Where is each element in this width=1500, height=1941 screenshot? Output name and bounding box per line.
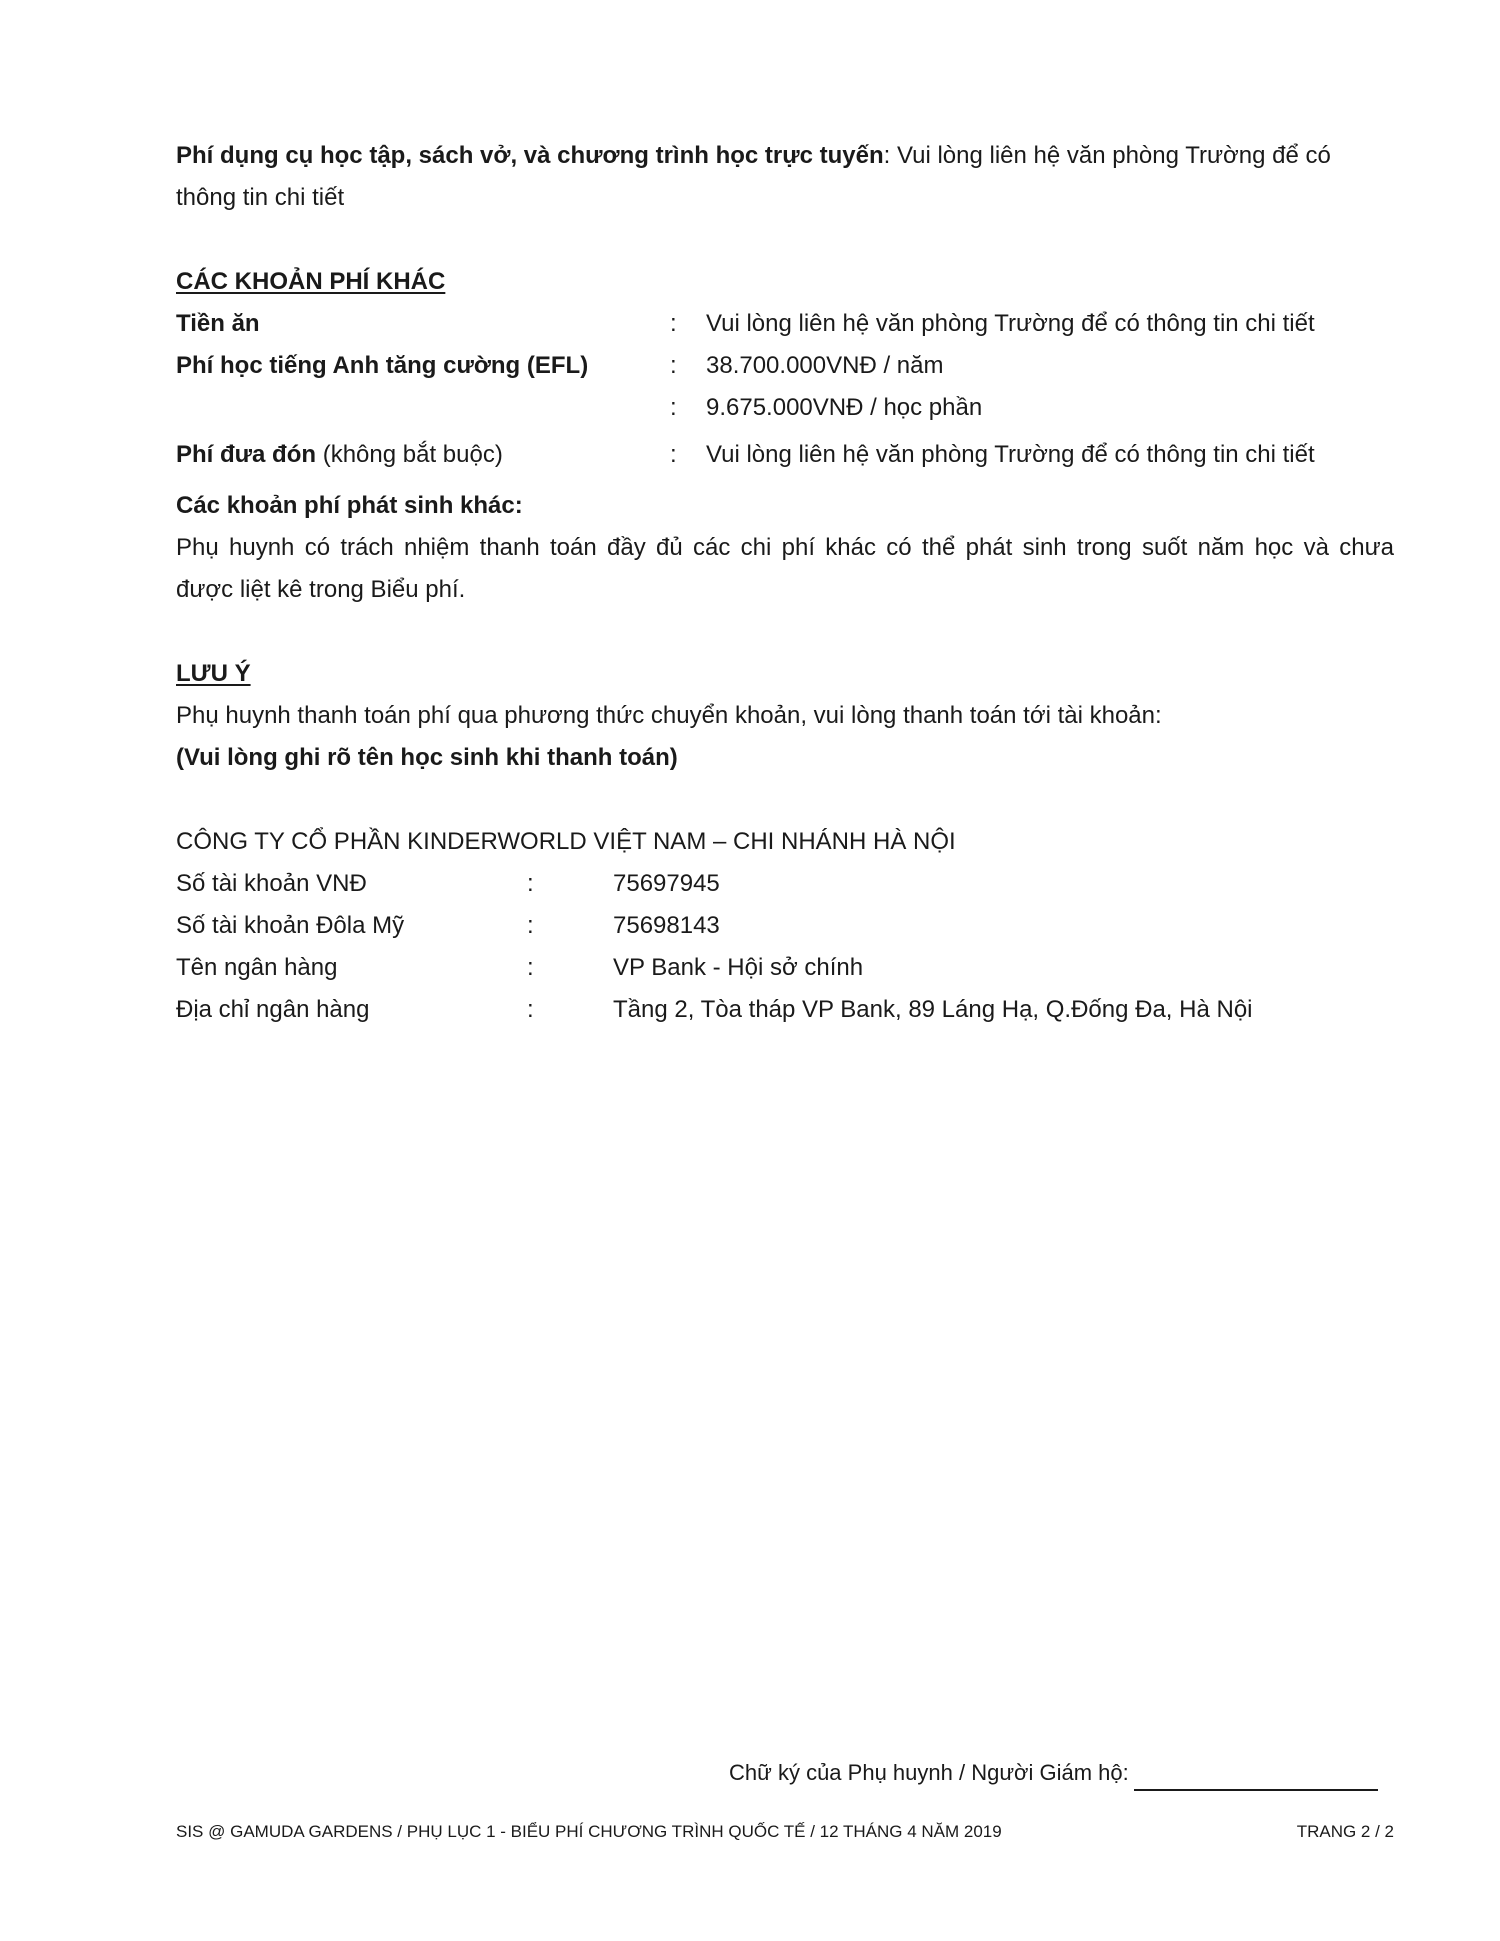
bank-value-usd: 75698143 [613,912,720,939]
bank-colon: : [527,912,534,939]
incidental-text-line-1: Phụ huynh có trách nhiệm thanh toán đầy đủ các chi phí khác có thể phát sinh trong suốt năm học và chưa [176,534,1394,561]
fee-value-meals: Vui lòng liên hệ văn phòng Trường để có thông tin chi tiết [706,310,1315,337]
other-fees-heading: CÁC KHOẢN PHÍ KHÁC [176,268,446,295]
note-heading: LƯU Ý [176,660,251,687]
bank-colon: : [527,870,534,897]
bank-value-name: VP Bank - Hội sở chính [613,954,864,981]
fee-colon: : [670,394,677,421]
intro-bold-label: Phí dụng cụ học tập, sách vở, và chương trình học trực tuyến [176,142,884,169]
fee-label-bus [176,443,503,467]
fee-label-efl: Phí học tiếng Anh tăng cường (EFL) [176,352,589,379]
note-line-2: (Vui lòng ghi rõ tên học sinh khi thanh toán) [176,744,678,771]
bank-label-address: Địa chỉ ngân hàng [176,996,370,1023]
intro-line-2: thông tin chi tiết [176,184,345,211]
signature-label: Chữ ký của Phụ huynh / Người Giám hộ: [729,1760,1129,1785]
bank-label-vnd: Số tài khoản VNĐ [176,870,367,897]
footer-left: SIS @ GAMUDA GARDENS / PHỤ LỤC 1 - BIỂU PHÍ CHƯƠNG TRÌNH QUỐC TẾ / 12 THÁNG 4 NĂM 2019 [176,1822,1002,1841]
fee-value-efl-year: 38.700.000VNĐ / năm [706,352,944,379]
bank-label-usd: Số tài khoản Đôla Mỹ [176,912,405,939]
incidental-heading: Các khoản phí phát sinh khác: [176,492,523,519]
fee-colon: : [670,310,677,337]
signature-line [1134,1789,1378,1791]
bank-company: CÔNG TY CỔ PHẦN KINDERWORLD VIỆT NAM – CHI NHÁNH HÀ NỘI [176,828,956,855]
incidental-text-line-2: được liệt kê trong Biểu phí. [176,576,466,603]
fee-colon: : [670,352,677,379]
bank-value-vnd: 75697945 [613,870,720,897]
fee-label-bus-extra: (không bắt buộc) [316,441,503,468]
bank-colon: : [527,954,534,981]
bank-label-name: Tên ngân hàng [176,954,338,981]
intro-line-1 [176,144,1331,168]
fee-label-meals: Tiền ăn [176,310,260,337]
fee-label-bus-bold: Phí đưa đón [176,441,317,468]
fee-value-bus: Vui lòng liên hệ văn phòng Trường để có thông tin chi tiết [706,441,1315,468]
note-line-1: Phụ huynh thanh toán phí qua phương thức chuyển khoản, vui lòng thanh toán tới tài khoản: [176,702,1162,729]
footer-page-number: TRANG 2 / 2 [1296,1822,1394,1841]
bank-colon: : [527,996,534,1023]
fee-value-efl-term: 9.675.000VNĐ / học phần [706,394,983,421]
bank-value-address: Tầng 2, Tòa tháp VP Bank, 89 Láng Hạ, Q.Đống Đa, Hà Nội [613,996,1253,1023]
fee-colon: : [670,441,677,468]
intro-text: : Vui lòng liên hệ văn phòng Trường để có [883,142,1331,169]
